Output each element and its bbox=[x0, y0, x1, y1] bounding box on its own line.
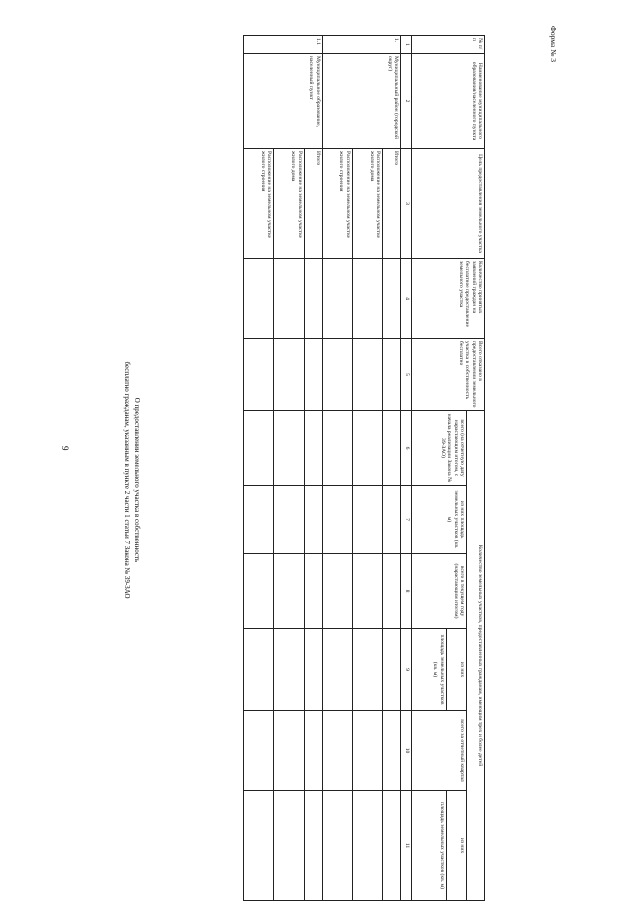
document-title bbox=[122, 200, 142, 760]
col-num: 5 bbox=[401, 339, 412, 411]
header-total-since-start: всего (на отчетную дату нарастающим итогом, с начала реализации Закона № 39-ЗАО) bbox=[412, 411, 467, 486]
col-num: 4 bbox=[401, 259, 412, 339]
row-num: 1.1 bbox=[244, 36, 323, 54]
col-num: 3 bbox=[401, 149, 412, 259]
row-num: 1. bbox=[322, 36, 401, 54]
col-num: 2 bbox=[401, 54, 412, 149]
row-purpose: Итого bbox=[304, 149, 322, 259]
col-num: 1 bbox=[401, 36, 412, 54]
table-row bbox=[244, 36, 274, 901]
report-table bbox=[243, 35, 485, 901]
page-number: 9 bbox=[60, 446, 70, 451]
row-name: Муниципальное образование, населенный пункт bbox=[244, 54, 323, 149]
title-line-2: бесплатно гражданам, указанным в пункте 2 части 1 статьи 7 Закона № 39-ЗАО bbox=[123, 361, 131, 599]
table-row bbox=[352, 36, 382, 901]
column-number-row bbox=[401, 36, 412, 901]
col-num: 8 bbox=[401, 554, 412, 629]
title-line-1: О предоставлении земельного участка в собственность bbox=[133, 397, 141, 563]
row-purpose: Расположение на земельном участке жилого дома bbox=[274, 149, 304, 259]
header-name: Наименование муниципального образования/населенного пункта bbox=[412, 54, 485, 149]
row-purpose: Итого bbox=[383, 149, 401, 259]
header-of-them-2: из них bbox=[446, 629, 466, 711]
table-row bbox=[322, 36, 352, 901]
header-total-current-year: всего в текущем году (нарастающим итогом) bbox=[412, 554, 467, 629]
header-area-1: из них площадь земельных участков (кв. м) bbox=[412, 486, 467, 554]
col-num: 7 bbox=[401, 486, 412, 554]
row-purpose: Расположение на земельном участке жилого строения bbox=[244, 149, 274, 259]
row-purpose: Расположение на земельном участке жилого дома bbox=[352, 149, 382, 259]
header-of-them-3: из них bbox=[446, 791, 466, 901]
header-total-quarter: всего за отчетный квартал bbox=[412, 711, 467, 791]
header-num: № п/п bbox=[412, 36, 485, 54]
header-row-1 bbox=[467, 36, 485, 901]
header-purpose: Цель предоставления земельного участка bbox=[412, 149, 485, 259]
header-area-2: площадь земельных участков (кв. м) bbox=[412, 629, 446, 711]
row-name: Муниципальный район (городской округ) bbox=[322, 54, 401, 149]
col-num: 10 bbox=[401, 711, 412, 791]
col-num: 11 bbox=[401, 791, 412, 901]
col-num: 9 bbox=[401, 629, 412, 711]
form-label: Форма № 3 bbox=[549, 26, 558, 62]
row-purpose: Расположение на земельном участке жилого строения bbox=[322, 149, 352, 259]
header-area-3: площадь земельных участков (кв. м) bbox=[412, 791, 446, 901]
col-num: 6 bbox=[401, 411, 412, 486]
header-applications: Количество принятых заявлений граждан на бесплатное предоставление земельного участка bbox=[412, 259, 485, 339]
table-row bbox=[274, 36, 304, 901]
table-row bbox=[383, 36, 401, 901]
header-group: Количество земельных участков, предоставленных гражданам, имеющим трех и более детей bbox=[467, 411, 485, 901]
header-refusals: Всего отказано в предоставлении земельного участка в собственность бесплатно bbox=[412, 339, 485, 411]
table-row bbox=[304, 36, 322, 901]
